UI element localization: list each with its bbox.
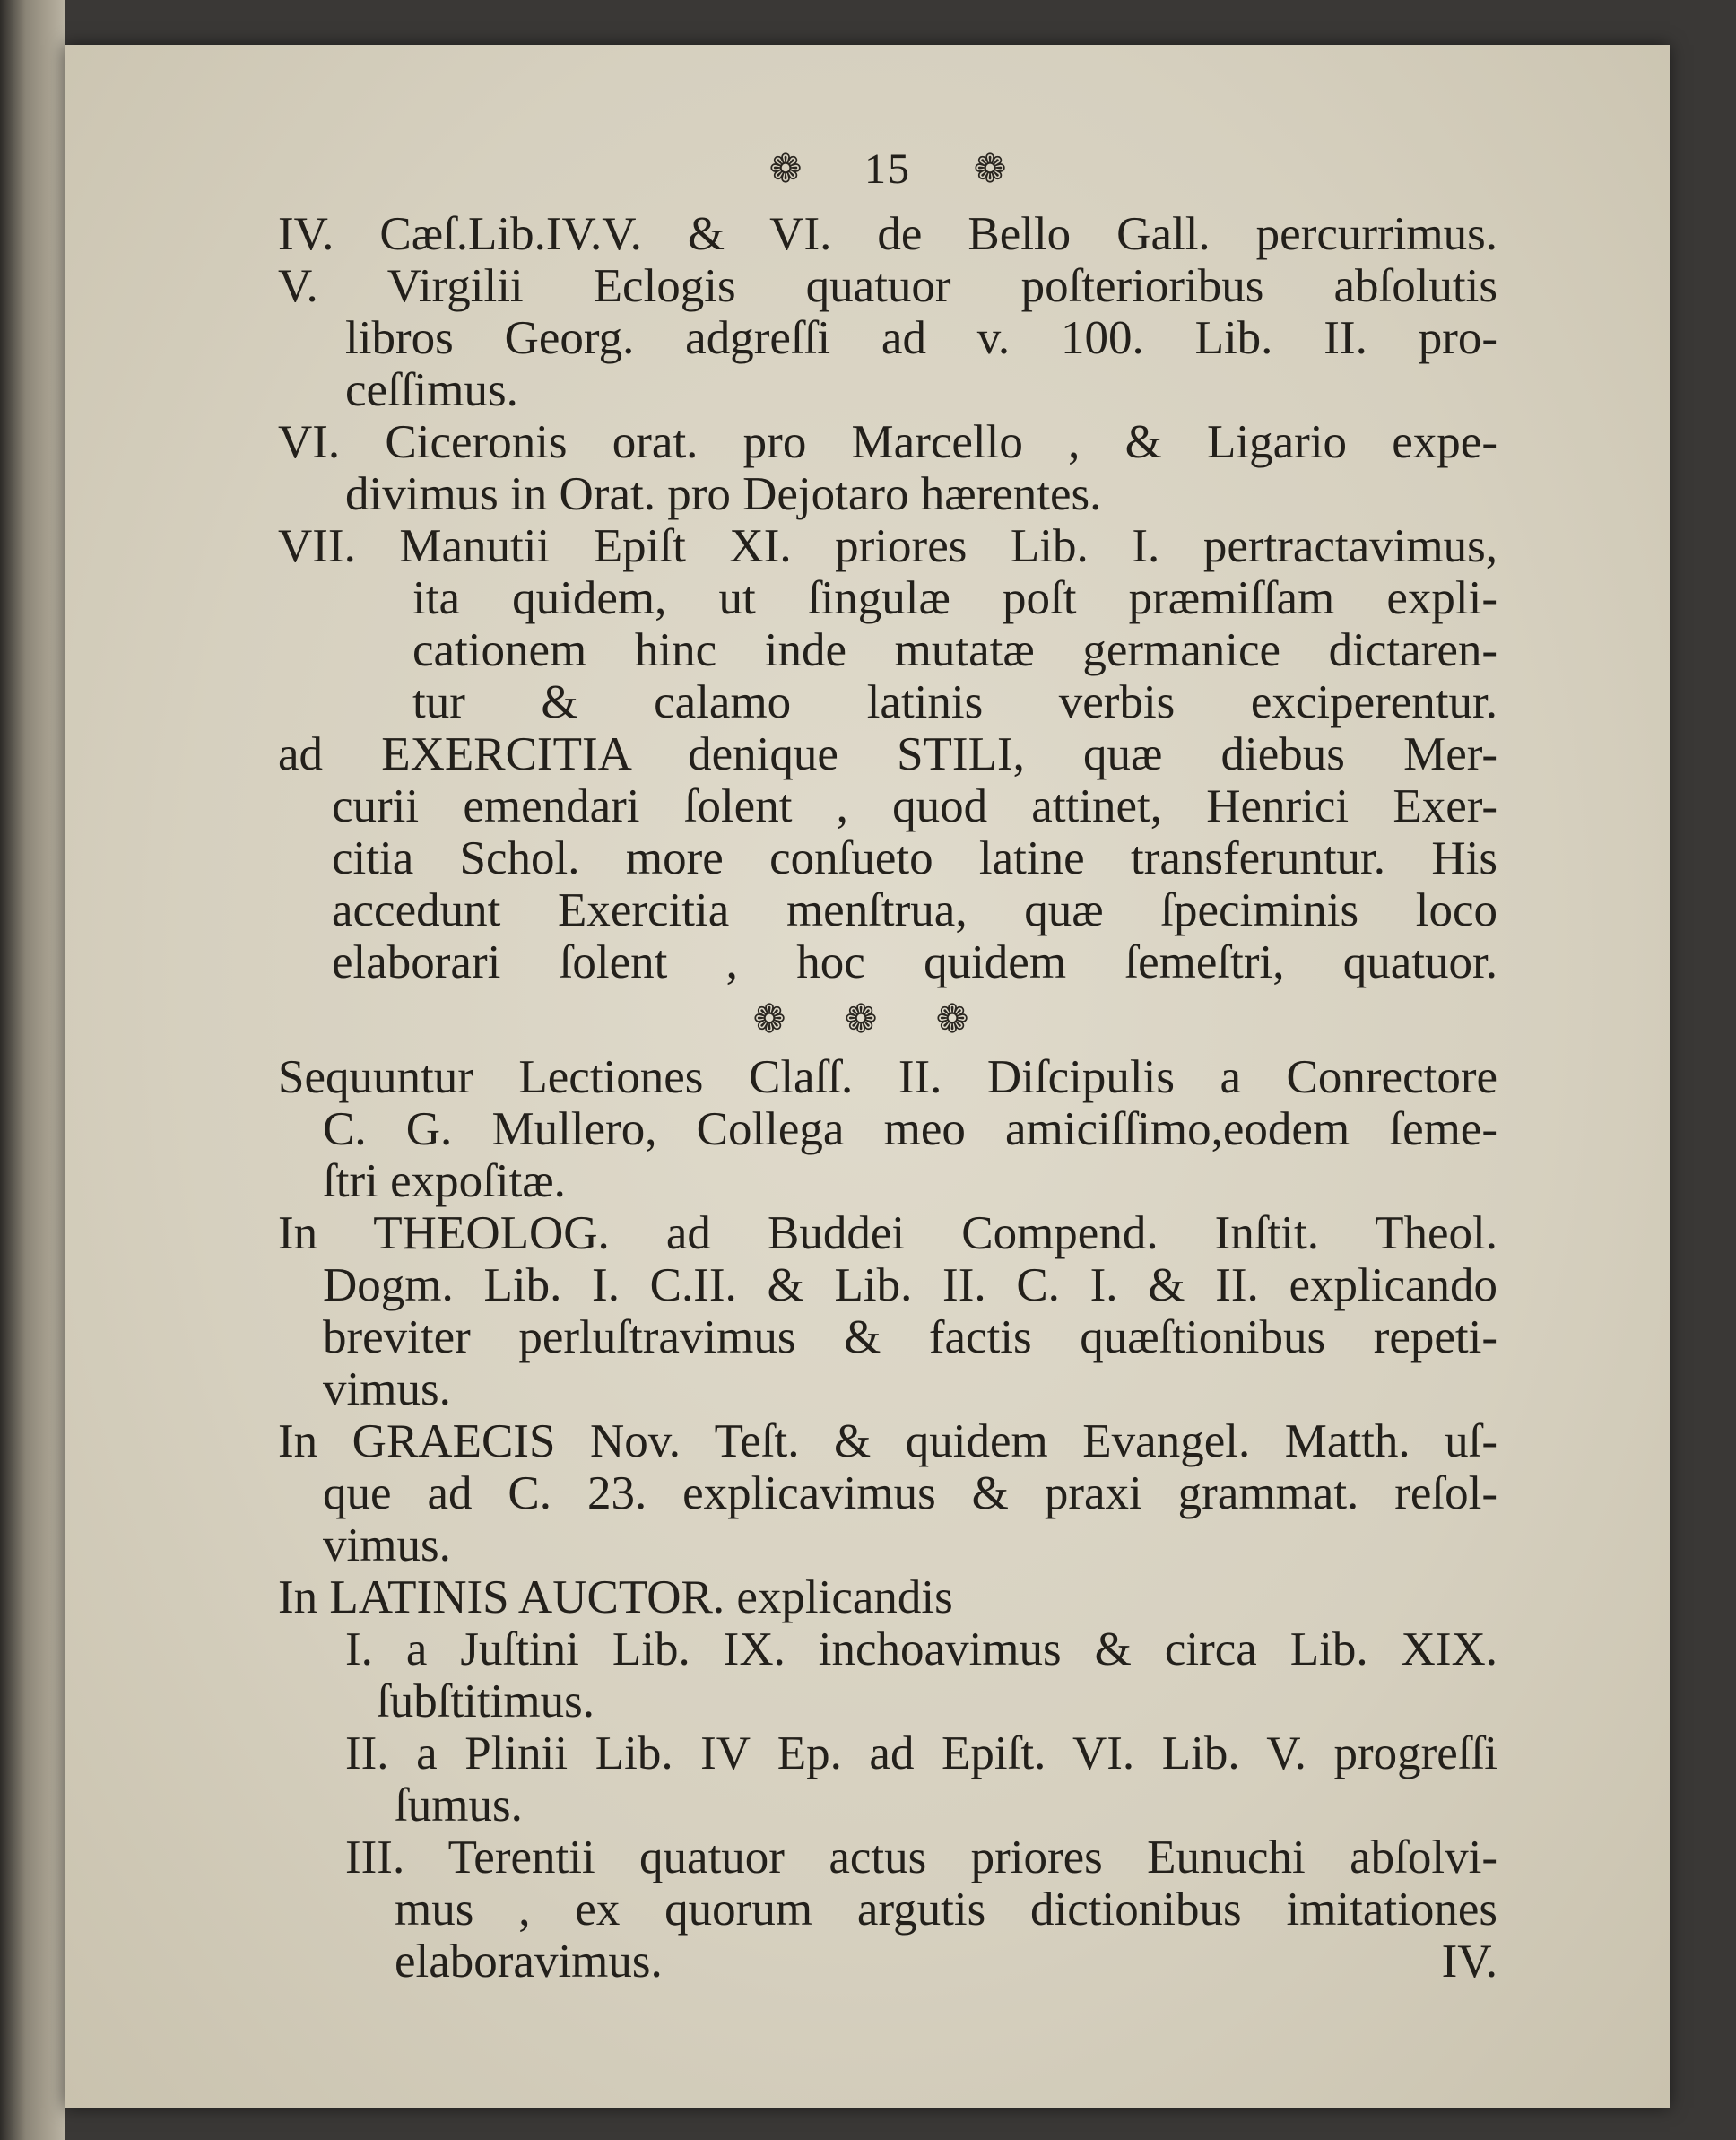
text-line: libros Georg. adgreſſi ad v. 100. Lib. II. pro- [345,312,1497,364]
text-line: accedunt Exercitia menſtrua, quæ ſpeciminis loco [332,884,1497,936]
text-line: V. Virgilii Eclogis quatuor poſterioribus abſolutis [278,260,1497,312]
text-line: breviter perluſtravimus & factis quæſtionibus repeti- [323,1311,1497,1363]
page-header [278,138,1497,201]
text-line: ad EXERCITIA denique STILI, quæ diebus Mer- [278,728,1497,780]
text-line: vimus. [323,1363,451,1415]
text-line: C. G. Mullero, Collega meo amiciſſimo,eodem ſeme- [323,1103,1497,1155]
text-block [278,138,1497,1988]
text-line: In THEOLOG. ad Buddei Compend. Inſtit. Theol. [278,1207,1497,1259]
flower-ornament-icon: ❁ [935,997,969,1041]
text-line: VI. Ciceronis orat. pro Marcello , & Ligario expe- [278,416,1497,468]
flower-ornament-icon: ❁ [973,147,1007,191]
text-line: IV. Cæſ.Lib.IV.V. & VI. de Bello Gall. percurrimus. [278,208,1497,260]
text-line: que ad C. 23. explicavimus & praxi grammat. reſol- [323,1467,1497,1519]
text-line: mus , ex quorum argutis dictionibus imitationes [395,1883,1497,1936]
last-line [278,1936,1497,1988]
text-line: tur & calamo latinis verbis exciperentur. [412,676,1497,728]
page-number: 15 [864,145,911,193]
text-line: divimus in Orat. pro Dejotaro hærentes. [345,468,1102,520]
ornament-separator [224,988,1497,1051]
text-line: cationem hinc inde mutatæ germanice dictaren- [412,624,1497,676]
text-line: In LATINIS AUCTOR. explicandis [278,1571,953,1623]
text-line: vimus. [323,1519,451,1571]
text-line: ſubſtitimus. [377,1675,595,1727]
text-line: ſtri expoſitæ. [323,1155,566,1207]
text-line: citia Schol. more conſueto latine transferuntur. His [332,832,1497,884]
text-line: ceſſimus. [345,364,518,416]
text-line: curii emendari ſolent , quod attinet, Henrici Exer- [332,780,1497,832]
text-line: elaborari ſolent , hoc quidem ſemeſtri, quatuor. [332,936,1497,988]
text-line: Dogm. Lib. I. C.II. & Lib. II. C. I. & II. explicando [323,1259,1497,1311]
text-line: ita quidem, ut ſingulæ poſt præmiſſam expli- [412,572,1497,624]
text-line: VII. Manutii Epiſt XI. priores Lib. I. pertractavimus, [278,520,1497,572]
text-line: II. a Plinii Lib. IV Ep. ad Epiſt. VI. Lib. V. progreſſi [345,1727,1497,1779]
book-page [65,45,1670,2108]
text-line: ſumus. [395,1779,523,1831]
text-line: Sequuntur Lectiones Claſſ. II. Diſcipulis a Conrectore [278,1051,1497,1103]
text-line: I. a Juſtini Lib. IX. inchoavimus & circa Lib. XIX. [345,1623,1497,1675]
flower-ornament-icon: ❁ [768,147,803,191]
text-line: III. Terentii quatuor actus priores Eunuchi abſolvi- [345,1831,1497,1883]
text-line: elaboravimus. [395,1936,663,1988]
text-line: In GRAECIS Nov. Teſt. & quidem Evangel. Matth. uſ- [278,1415,1497,1467]
catchword: IV. [1441,1936,1497,1988]
flower-ornament-icon: ❁ [844,997,878,1041]
flower-ornament-icon: ❁ [752,997,786,1041]
previous-page-edge [0,0,65,2140]
